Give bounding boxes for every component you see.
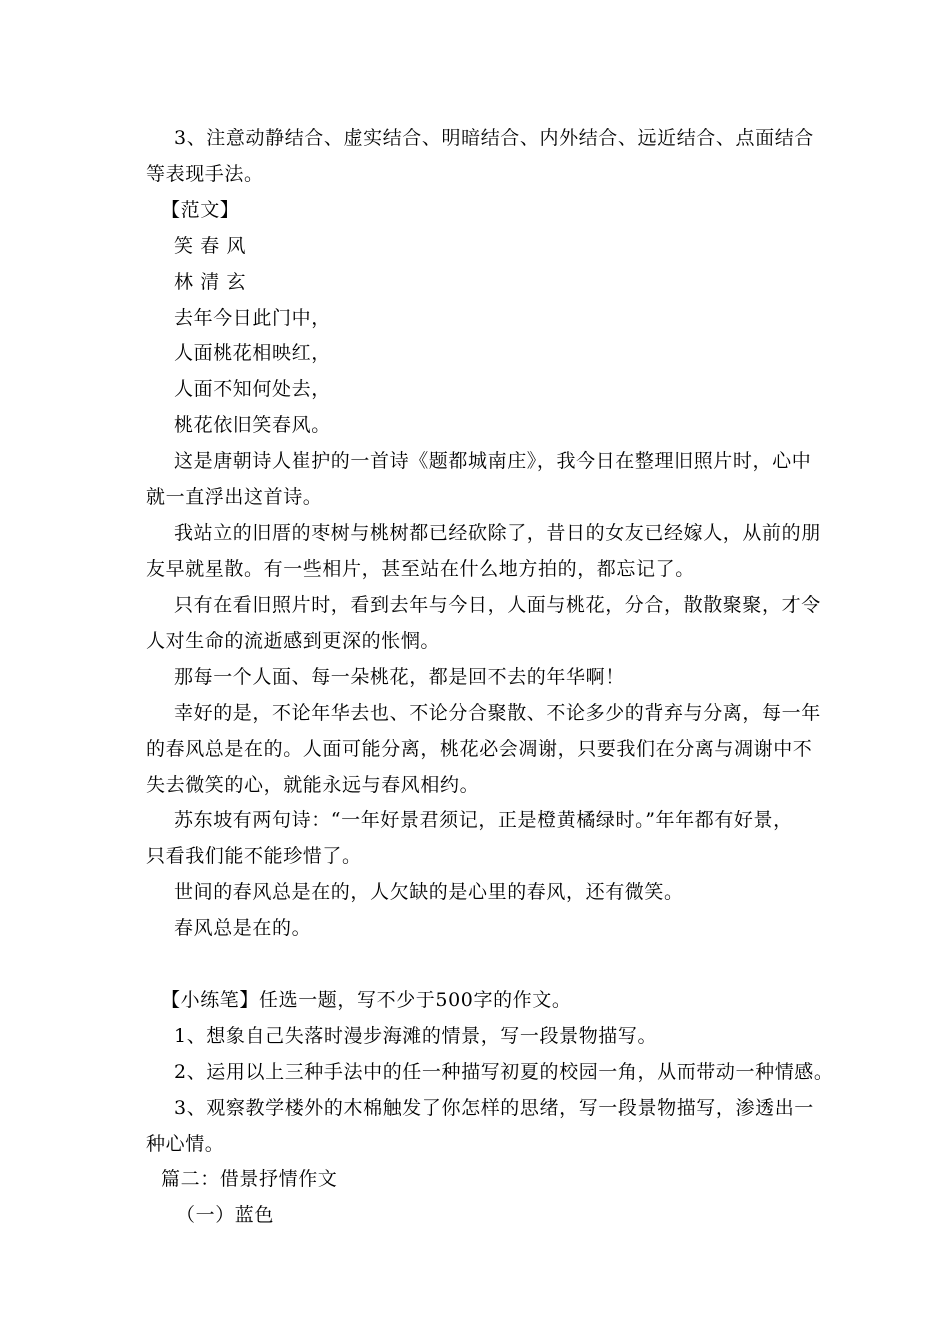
- paragraph-line: 世间的春风总是在的，人欠缺的是心里的春风，还有微笑。: [174, 881, 684, 903]
- paragraph-line: 友早就星散。有一些相片，甚至站在什么地方拍的，都忘记了。: [146, 558, 695, 580]
- paragraph-line: 只看我们能不能珍惜了。: [146, 845, 362, 867]
- exercise-item: 3、观察教学楼外的木棉触发了你怎样的思绪，写一段景物描写，渗透出一: [174, 1097, 814, 1119]
- subsection-heading: （一）蓝色: [176, 1204, 275, 1226]
- poem-line: 人面桃花相映红，: [174, 342, 331, 364]
- poem-line: 桃花依旧笑春风。: [174, 414, 331, 436]
- paragraph-line: 幸好的是，不论年华去也、不论分合聚散、不论多少的背弃与分离，每一年: [174, 702, 821, 724]
- paragraph-line: 人对生命的流逝感到更深的怅惘。: [146, 630, 441, 652]
- paragraph-line: 我站立的旧厝的枣树与桃树都已经砍除了，昔日的女友已经嫁人，从前的朋: [174, 522, 821, 544]
- exercise-item: 2、运用以上三种手法中的任一种描写初夏的校园一角，从而带动一种情感。: [174, 1061, 834, 1083]
- paragraph-line: 等表现手法。: [146, 163, 264, 185]
- paragraph-line: 这是唐朝诗人崔护的一首诗《题都城南庄》，我今日在整理旧照片时，心中: [174, 450, 812, 472]
- paragraph-line: 失去微笑的心，就能永远与春风相约。: [146, 774, 480, 796]
- exercise-item: 种心情。: [146, 1133, 225, 1155]
- poem-line: 去年今日此门中，: [174, 307, 331, 329]
- section-heading: 【范文】: [161, 199, 240, 221]
- chapter-heading: 篇二：借景抒情作文: [161, 1168, 338, 1190]
- paragraph-line: 苏东坡有两句诗：“一年好景君须记，正是橙黄橘绿时。”年年都有好景，: [174, 809, 793, 831]
- essay-title: 笑 春 风: [174, 235, 247, 257]
- paragraph-line: 春风总是在的。: [174, 917, 312, 939]
- paragraph-line: 就一直浮出这首诗。: [146, 486, 323, 508]
- poem-line: 人面不知何处去，: [174, 378, 331, 400]
- paragraph-line: 只有在看旧照片时，看到去年与今日，人面与桃花，分合，散散聚聚，才令: [174, 594, 821, 616]
- exercise-item: 1、想象自己失落时漫步海滩的情景，写一段景物描写。: [174, 1025, 658, 1047]
- paragraph-line: 那每一个人面、每一朵桃花，都是回不去的年华啊！: [174, 666, 625, 688]
- section-heading: 【小练笔】任选一题，写不少于500字的作文。: [161, 989, 572, 1011]
- paragraph-line: 的春风总是在的。人面可能分离，桃花必会凋谢，只要我们在分离与凋谢中不: [146, 738, 813, 760]
- paragraph-line: 3、注意动静结合、虚实结合、明暗结合、内外结合、远近结合、点面结合: [174, 127, 814, 149]
- essay-author: 林 清 玄: [174, 271, 247, 293]
